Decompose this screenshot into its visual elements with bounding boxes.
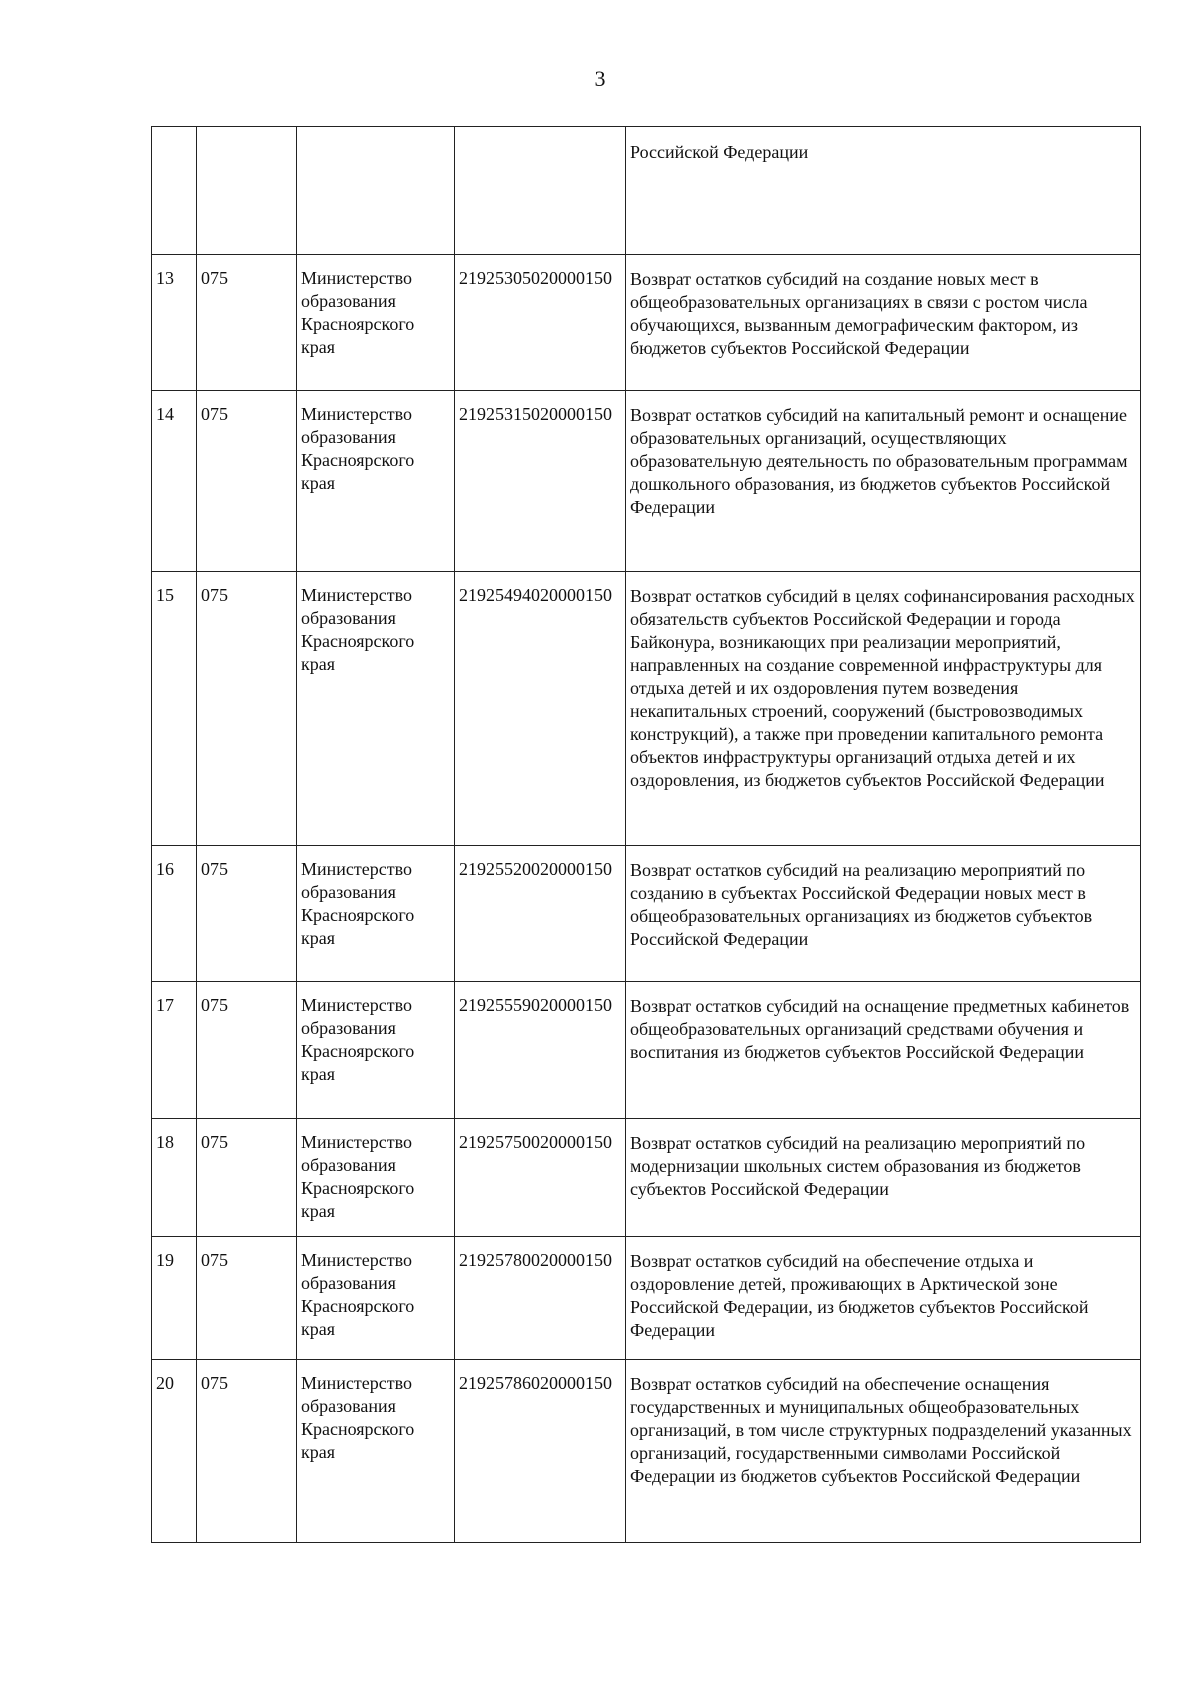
table-row — [152, 572, 1141, 846]
cell-org: Министерство образования Красноярского края — [297, 255, 455, 391]
cell-code: 21925520020000150 — [455, 846, 626, 982]
table-row — [152, 255, 1141, 391]
cell-org: Министерство образования Красноярского края — [297, 391, 455, 572]
cell-num — [152, 127, 197, 255]
cell-org: Министерство образования Красноярского края — [297, 846, 455, 982]
cell-admin-code — [197, 127, 297, 255]
continuation-row — [152, 127, 1141, 255]
cell-num: 13 — [152, 255, 197, 391]
cell-num: 15 — [152, 572, 197, 846]
cell-description: Возврат остатков субсидий на реализацию мероприятий по модернизации школьных систем образования из бюджетов субъектов Российской Федерации — [626, 1119, 1141, 1237]
cell-admin-code: 075 — [197, 846, 297, 982]
cell-num: 16 — [152, 846, 197, 982]
table-body — [152, 127, 1141, 1543]
table-row — [152, 846, 1141, 982]
cell-description: Возврат остатков субсидий на обеспечение оснащения государственных и муниципальных общеобразовательных организаций, в том числе структурных подразделений указанных организаций, государственными символами Российской Федерации из бюджетов субъектов Российской Федерации — [626, 1360, 1141, 1543]
cell-org: Министерство образования Красноярского края — [297, 572, 455, 846]
cell-code: 21925315020000150 — [455, 391, 626, 572]
cell-admin-code: 075 — [197, 1237, 297, 1360]
cell-description: Возврат остатков субсидий на создание новых мест в общеобразовательных организациях в связи с ростом числа обучающихся, вызванным демографическим фактором, из бюджетов субъектов Российской Федерации — [626, 255, 1141, 391]
cell-code: 21925786020000150 — [455, 1360, 626, 1543]
cell-description: Возврат остатков субсидий в целях софинансирования расходных обязательств субъектов Российской Федерации и города Байконура, возникающих при реализации мероприятий, направленных на создание современной инфраструктуры для отдыха детей и их оздоровления путем возведения некапитальных строений, сооружений (быстровозводимых конструкций), а также при проведении капитального ремонта объектов инфраструктуры организаций отдыха детей и их оздоровления, из бюджетов субъектов Российской Федерации — [626, 572, 1141, 846]
table-row — [152, 1119, 1141, 1237]
cell-num: 20 — [152, 1360, 197, 1543]
cell-code: 21925780020000150 — [455, 1237, 626, 1360]
cell-admin-code: 075 — [197, 572, 297, 846]
cell-description: Возврат остатков субсидий на реализацию мероприятий по созданию в субъектах Российской Федерации новых мест в общеобразовательных организациях из бюджетов субъектов Российской Федерации — [626, 846, 1141, 982]
table-row — [152, 1237, 1141, 1360]
cell-org: Министерство образования Красноярского края — [297, 1237, 455, 1360]
table-row — [152, 1360, 1141, 1543]
cell-org: Министерство образования Красноярского края — [297, 1119, 455, 1237]
cell-org — [297, 127, 455, 255]
cell-admin-code: 075 — [197, 391, 297, 572]
table-row — [152, 982, 1141, 1119]
table-row — [152, 391, 1141, 572]
cell-num: 14 — [152, 391, 197, 572]
cell-admin-code: 075 — [197, 982, 297, 1119]
cell-admin-code: 075 — [197, 1119, 297, 1237]
page-number: 3 — [594, 66, 606, 91]
cell-admin-code: 075 — [197, 1360, 297, 1543]
cell-description: Возврат остатков субсидий на капитальный ремонт и оснащение образовательных организаций, осуществляющих образовательную деятельность по образовательным программам дошкольного образования, из бюджетов субъектов Российской Федерации — [626, 391, 1141, 572]
cell-num: 17 — [152, 982, 197, 1119]
cell-description: Возврат остатков субсидий на оснащение предметных кабинетов общеобразовательных организаций средствами обучения и воспитания из бюджетов субъектов Российской Федерации — [626, 982, 1141, 1119]
cell-description: Возврат остатков субсидий на обеспечение отдыха и оздоровление детей, проживающих в Арктической зоне Российской Федерации, из бюджетов субъектов Российской Федерации — [626, 1237, 1141, 1360]
cell-admin-code: 075 — [197, 255, 297, 391]
cell-code — [455, 127, 626, 255]
cell-code: 21925750020000150 — [455, 1119, 626, 1237]
cell-code: 21925305020000150 — [455, 255, 626, 391]
cell-org: Министерство образования Красноярского края — [297, 982, 455, 1119]
cell-num: 18 — [152, 1119, 197, 1237]
cell-code: 21925494020000150 — [455, 572, 626, 846]
cell-code: 21925559020000150 — [455, 982, 626, 1119]
cell-org: Министерство образования Красноярского края — [297, 1360, 455, 1543]
budget-code-table — [151, 126, 1141, 1543]
cell-num: 19 — [152, 1237, 197, 1360]
cell-description: Российской Федерации — [626, 127, 1141, 255]
